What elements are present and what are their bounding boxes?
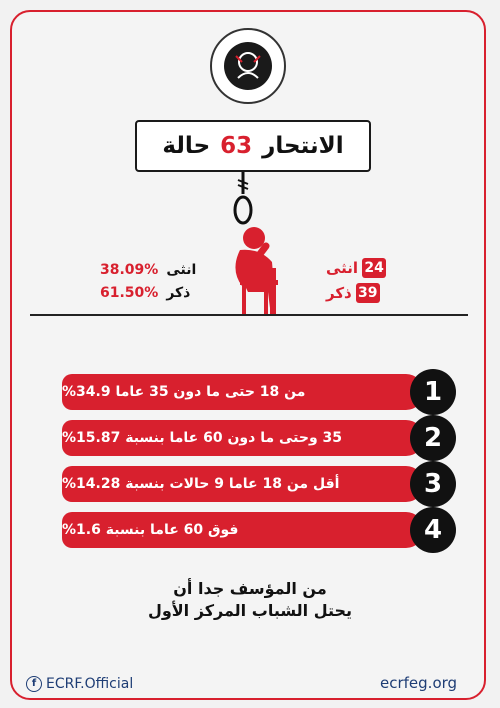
rank-badge-1: 1 — [410, 369, 456, 415]
divider-line — [30, 314, 468, 316]
female-count-row — [326, 258, 396, 278]
male-pct-label: ذكر — [166, 285, 191, 301]
facebook-icon: f — [26, 676, 42, 692]
organization-logo — [210, 28, 286, 104]
logo-emblem — [224, 42, 272, 90]
gender-counts — [326, 258, 396, 303]
title-word-suicide: الانتحار — [262, 133, 344, 159]
facebook-handle-text: ECRF.Official — [46, 676, 134, 692]
facebook-handle[interactable] — [26, 676, 133, 692]
title-box — [135, 120, 371, 172]
website-link[interactable]: ecrfeg.org — [380, 674, 458, 692]
age-group-text-2: 35 وحتى ما دون 60 عاما بنسبة 15.87% — [62, 430, 343, 446]
title-count: 63 — [220, 133, 253, 159]
gender-percentages — [100, 262, 220, 301]
female-percentage-row — [100, 262, 220, 278]
rank-badge-3: 3 — [410, 461, 456, 507]
age-group-text-3: أقل من 18 عاما 9 حالات بنسبة 14.28% — [62, 476, 340, 492]
footnote-line-1: من المؤسف جدا أن — [173, 579, 327, 598]
female-label: انثى — [326, 259, 359, 277]
footnote-line-2: يحتل الشباب المركز الأول — [147, 601, 353, 620]
male-percentage-row — [100, 285, 220, 301]
footnote — [100, 578, 400, 622]
title-word-cases: حالة — [162, 133, 211, 159]
male-count-row — [326, 283, 396, 303]
rank-badge-4: 4 — [410, 507, 456, 553]
age-group-bar-1 — [62, 374, 424, 410]
female-pct-value: 38.09% — [100, 262, 159, 278]
age-group-text-1: من 18 حتى ما دون 35 عاما 34.9% — [62, 384, 306, 400]
age-group-bar-2 — [62, 420, 424, 456]
female-count: 24 — [362, 258, 386, 278]
age-group-bar-3 — [62, 466, 424, 502]
age-group-bar-4 — [62, 512, 424, 548]
male-count: 39 — [356, 283, 380, 303]
rank-badge-2: 2 — [410, 415, 456, 461]
age-group-text-4: فوق 60 عاما بنسبة 1.6% — [62, 522, 239, 538]
female-pct-label: انثى — [166, 262, 197, 278]
male-pct-value: 61.50% — [100, 285, 159, 301]
sad-person-icon — [220, 220, 300, 316]
male-label: ذكر — [326, 284, 352, 302]
